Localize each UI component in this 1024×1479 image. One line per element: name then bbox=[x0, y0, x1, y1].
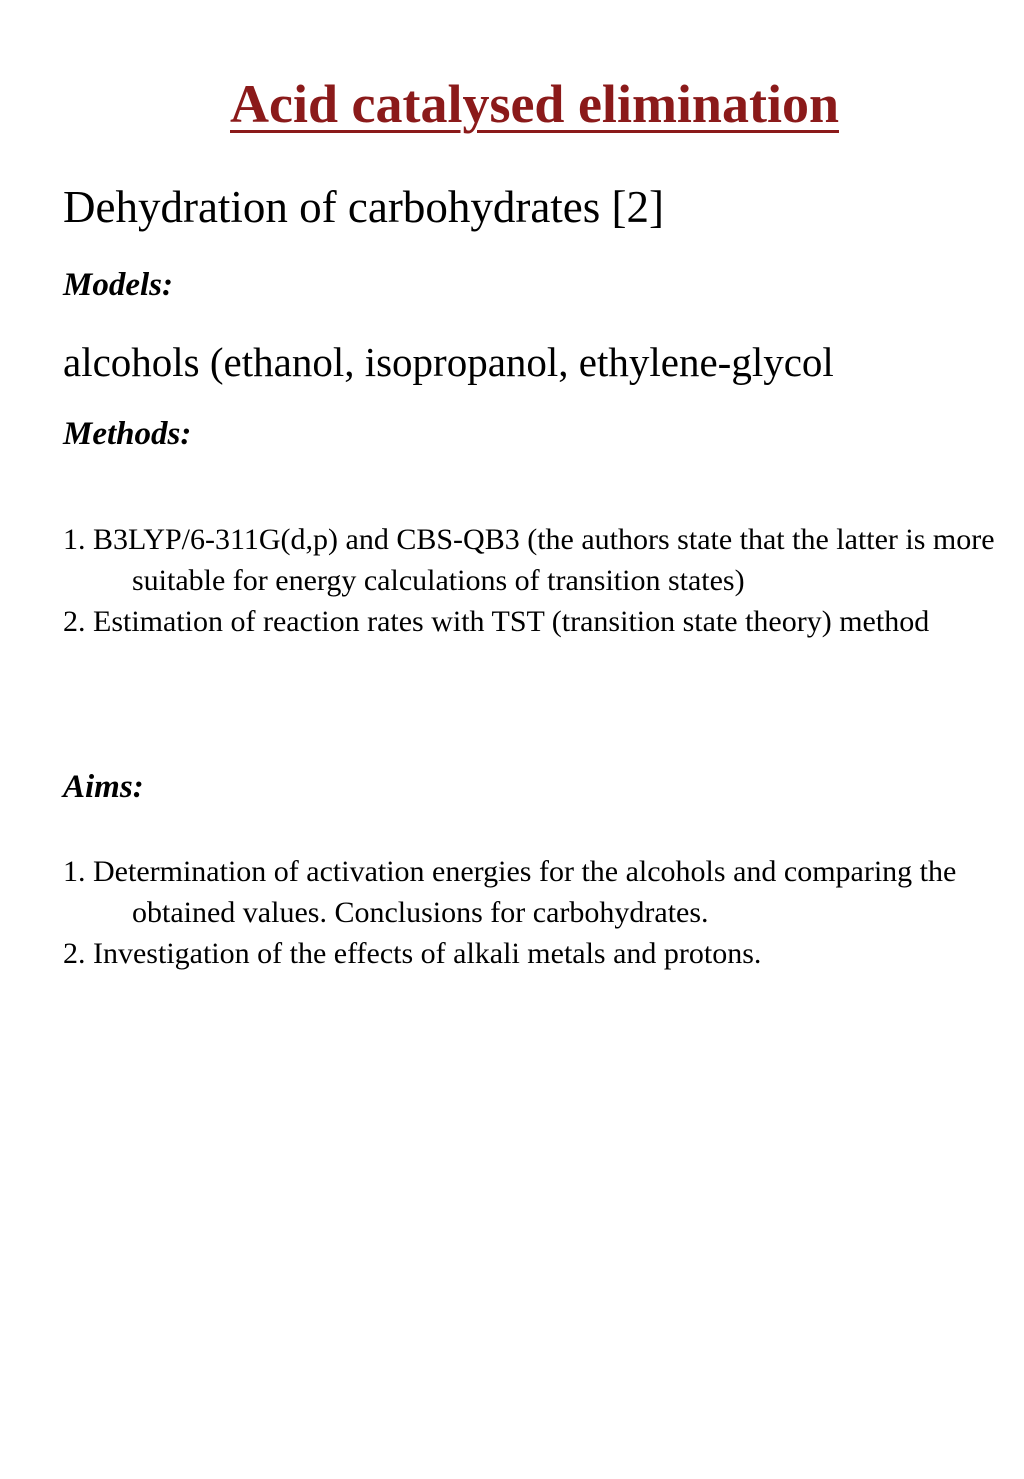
aims-list bbox=[63, 851, 1003, 974]
aims-item-2: 2. Investigation of the effects of alkali metals and protons. bbox=[63, 937, 762, 970]
methods-list bbox=[63, 519, 1003, 642]
page-title: Acid catalysed elimination bbox=[230, 74, 839, 134]
page-subtitle: Dehydration of carbohydrates [2] bbox=[63, 182, 665, 232]
models-text: alcohols (ethanol, isopropanol, ethylene-glycol bbox=[63, 339, 834, 385]
methods-item-1: 1. B3LYP/6-311G(d,p) and CBS-QB3 (the authors state that the latter is more suitable for energy calculations of transition states) bbox=[63, 523, 995, 597]
models-heading: Models: bbox=[63, 267, 173, 303]
aims-item-1: 1. Determination of activation energies for the alcohols and comparing the obtained values. Conclusions for carbohydrates. bbox=[63, 855, 957, 929]
aims-heading: Aims: bbox=[63, 769, 144, 805]
methods-item-2: 2. Estimation of reaction rates with TST (transition state theory) method bbox=[63, 605, 930, 638]
methods-heading: Methods: bbox=[63, 416, 192, 452]
